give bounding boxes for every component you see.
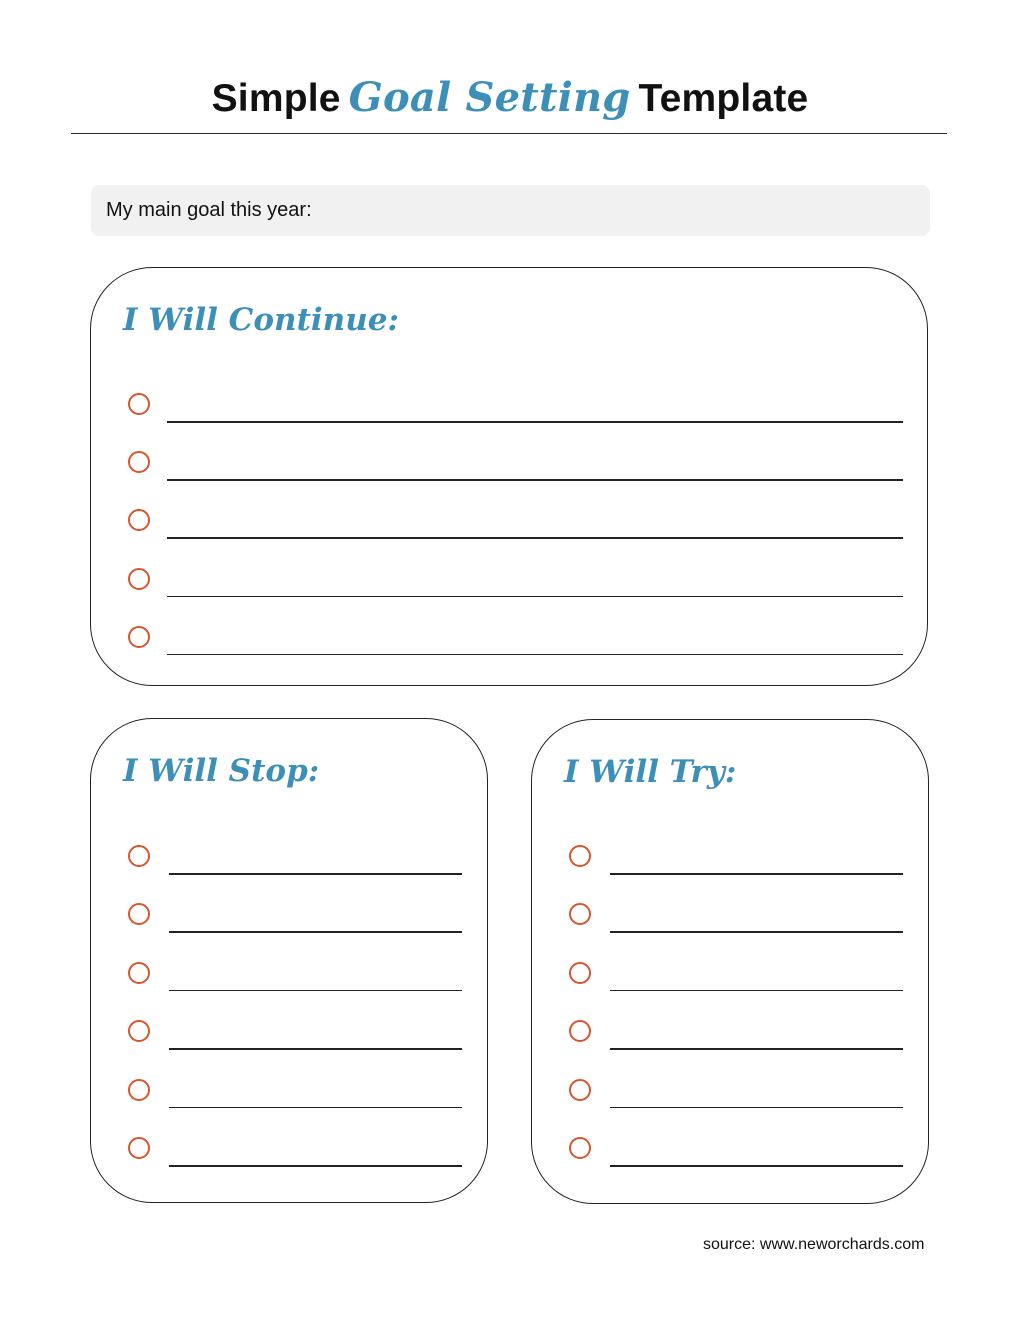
circle-checkbox-icon[interactable] [569, 962, 591, 984]
checklist-item [532, 1079, 928, 1109]
write-in-line[interactable] [169, 990, 462, 992]
checklist-item [91, 845, 487, 875]
page-title [0, 74, 1020, 121]
checklist-item [91, 393, 927, 423]
circle-checkbox-icon[interactable] [128, 845, 150, 867]
checklist-item [91, 509, 927, 539]
continue-heading: I Will Continue: [123, 302, 399, 338]
write-in-line[interactable] [169, 873, 462, 875]
circle-checkbox-icon[interactable] [128, 393, 150, 415]
checklist-item [91, 1137, 487, 1167]
write-in-line[interactable] [167, 479, 903, 481]
write-in-line[interactable] [610, 873, 903, 875]
checklist-item [91, 451, 927, 481]
write-in-line[interactable] [167, 654, 903, 656]
title-goal-setting: Goal Setting [348, 74, 631, 121]
circle-checkbox-icon[interactable] [569, 903, 591, 925]
checklist-item [532, 1137, 928, 1167]
try-heading: I Will Try: [564, 754, 737, 790]
write-in-line[interactable] [610, 931, 903, 933]
circle-checkbox-icon[interactable] [569, 1137, 591, 1159]
checklist-item [532, 1020, 928, 1050]
circle-checkbox-icon[interactable] [128, 1137, 150, 1159]
title-simple: Simple [211, 77, 341, 120]
checklist-item [91, 962, 487, 992]
checklist-item [91, 903, 487, 933]
circle-checkbox-icon[interactable] [128, 451, 150, 473]
circle-checkbox-icon[interactable] [128, 509, 150, 531]
circle-checkbox-icon[interactable] [569, 1079, 591, 1101]
write-in-line[interactable] [169, 1165, 462, 1167]
stop-card [90, 718, 488, 1203]
main-goal-label: My main goal this year: [106, 199, 312, 221]
write-in-line[interactable] [167, 537, 903, 539]
stop-heading: I Will Stop: [123, 753, 320, 789]
title-template: Template [638, 77, 809, 120]
circle-checkbox-icon[interactable] [128, 568, 150, 590]
checklist-item [532, 903, 928, 933]
checklist-item [91, 1079, 487, 1109]
checklist-item [91, 1020, 487, 1050]
checklist-item [532, 962, 928, 992]
write-in-line[interactable] [169, 1107, 462, 1109]
circle-checkbox-icon[interactable] [128, 962, 150, 984]
try-card [531, 719, 929, 1204]
write-in-line[interactable] [610, 1165, 903, 1167]
continue-card [90, 267, 928, 686]
circle-checkbox-icon[interactable] [128, 626, 150, 648]
checklist-item [91, 626, 927, 656]
write-in-line[interactable] [610, 1048, 903, 1050]
title-divider [71, 133, 947, 134]
circle-checkbox-icon[interactable] [569, 845, 591, 867]
checklist-item [91, 568, 927, 598]
checklist-item [532, 845, 928, 875]
source-credit: source: www.neworchards.com [703, 1236, 925, 1253]
circle-checkbox-icon[interactable] [128, 903, 150, 925]
write-in-line[interactable] [169, 931, 462, 933]
circle-checkbox-icon[interactable] [128, 1020, 150, 1042]
circle-checkbox-icon[interactable] [569, 1020, 591, 1042]
write-in-line[interactable] [169, 1048, 462, 1050]
circle-checkbox-icon[interactable] [128, 1079, 150, 1101]
main-goal-field[interactable] [91, 185, 930, 236]
write-in-line[interactable] [167, 596, 903, 598]
write-in-line[interactable] [610, 1107, 903, 1109]
write-in-line[interactable] [610, 990, 903, 992]
write-in-line[interactable] [167, 421, 903, 423]
